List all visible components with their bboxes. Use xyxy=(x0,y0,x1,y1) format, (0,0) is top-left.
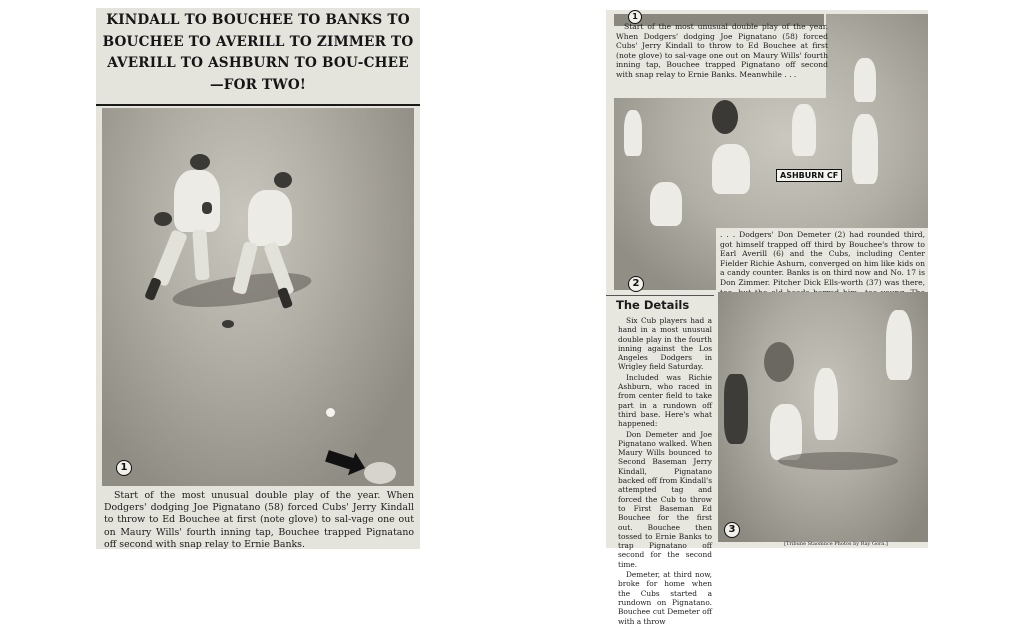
photo-caption: Start of the most unusual double play of the year. When Dodgers' dodging Joe Pignatano (58) forced Cubs' Jerry Kindall to throw to Ed Bouchee at first (note glove) to sal-vage one out on Maury Wills' fourth inning tap, Bouchee trapped Pignatano off second with snap relay to Ernie Banks. xyxy=(104,490,414,550)
umpire xyxy=(724,374,748,444)
left-newspaper-clipping xyxy=(96,8,420,549)
headline-rule xyxy=(96,104,420,106)
player-shadow xyxy=(778,452,898,470)
cubs-logo xyxy=(202,202,212,214)
umpire xyxy=(712,100,738,134)
player xyxy=(886,310,912,380)
sock xyxy=(144,277,162,301)
headline: KINDALL TO BOUCHEE TO BANKS TO BOUCHEE TO AVERILL TO ZIMMER TO AVERILL TO ASHBURN TO BOU-CHEE—FOR TWO! xyxy=(102,12,414,93)
details-paragraph: Demeter, at third now, broke for home when the Cubs started a rundown on Pignatano. Bouchee cut Demeter off with a throw xyxy=(618,570,712,626)
right-newspaper-clipping xyxy=(606,10,928,626)
details-paragraph: Don Demeter and Joe Pignatano walked. When Maury Wills bounced to Second Baseman Jerry Kindall, Pignatano backed off from Kindall's attempted tag and forced the Cub to throw to First Baseman Ed Bouchee for the first out. Bouchee then tossed to Ernie Banks to trap Pignatano off second for the second time. xyxy=(618,429,712,569)
catcher xyxy=(764,342,794,382)
player-zimmer xyxy=(770,404,802,460)
kindall-jersey xyxy=(174,170,220,232)
player-demeter xyxy=(650,182,682,226)
photo-number-badge: 1 xyxy=(116,460,132,476)
helmet xyxy=(274,172,292,188)
ashburn-label: ASHBURN CF xyxy=(776,169,842,182)
details-title: The Details xyxy=(616,298,690,312)
details-paragraph: Six Cub players had a hand in a most unusual double play in the fourth inning against the Los Angeles Dodgers in Wrigley field Saturday. xyxy=(618,316,712,372)
cap xyxy=(190,154,210,170)
photo-number-badge: 3 xyxy=(724,522,740,538)
pignatano-jersey xyxy=(248,190,292,246)
photo-1-kindall-pignatano xyxy=(102,108,414,486)
player-averill xyxy=(852,114,878,184)
leg xyxy=(192,230,209,281)
details-paragraph: Included was Richie Ashburn, who raced in from center field to take part in a rundown off third base. Here's what happened: xyxy=(618,372,712,429)
player xyxy=(792,104,816,156)
photo-credit: [Tribune Staomnce Photos by Ray Gora.] xyxy=(784,541,888,547)
photo-3-rundown xyxy=(718,292,928,542)
top-caption: Start of the most unusual double play of the year. When Dodgers' dodging Joe Pignatano (58) forced Cubs' Jerry Kindall to throw to Ed Bouchee at first (note glove) to sal-vage one out on Maury Wills' fourth inning tap, Bouchee trapped Pignatano off second with snap relay to Ernie Banks. Meanwhile . . . xyxy=(616,22,828,79)
glove xyxy=(154,212,172,226)
glove xyxy=(364,462,396,484)
column-rule xyxy=(606,295,714,296)
player xyxy=(624,110,642,156)
arrow-icon xyxy=(324,450,368,474)
baseball xyxy=(326,408,335,417)
photo-number-badge: 2 xyxy=(628,276,644,292)
photo-number-badge: 1 xyxy=(628,10,642,24)
photo-2-caption: . . . Dodgers' Don Demeter (2) had rounded third, got himself trapped off third by Bouchee's throw to Earl Averill (6) and the Cubs, including Center Fielder Richie Ashurn, converged on him like kids on a candy counter. Banks is on third now and No. 17 is Don Zimmer. Pitcher Dick Ells-worth (37) was there, xyxy=(720,230,925,287)
player xyxy=(854,58,876,102)
details-article xyxy=(618,316,712,627)
base xyxy=(222,320,234,328)
player xyxy=(814,368,838,440)
player-ashburn xyxy=(712,144,750,194)
